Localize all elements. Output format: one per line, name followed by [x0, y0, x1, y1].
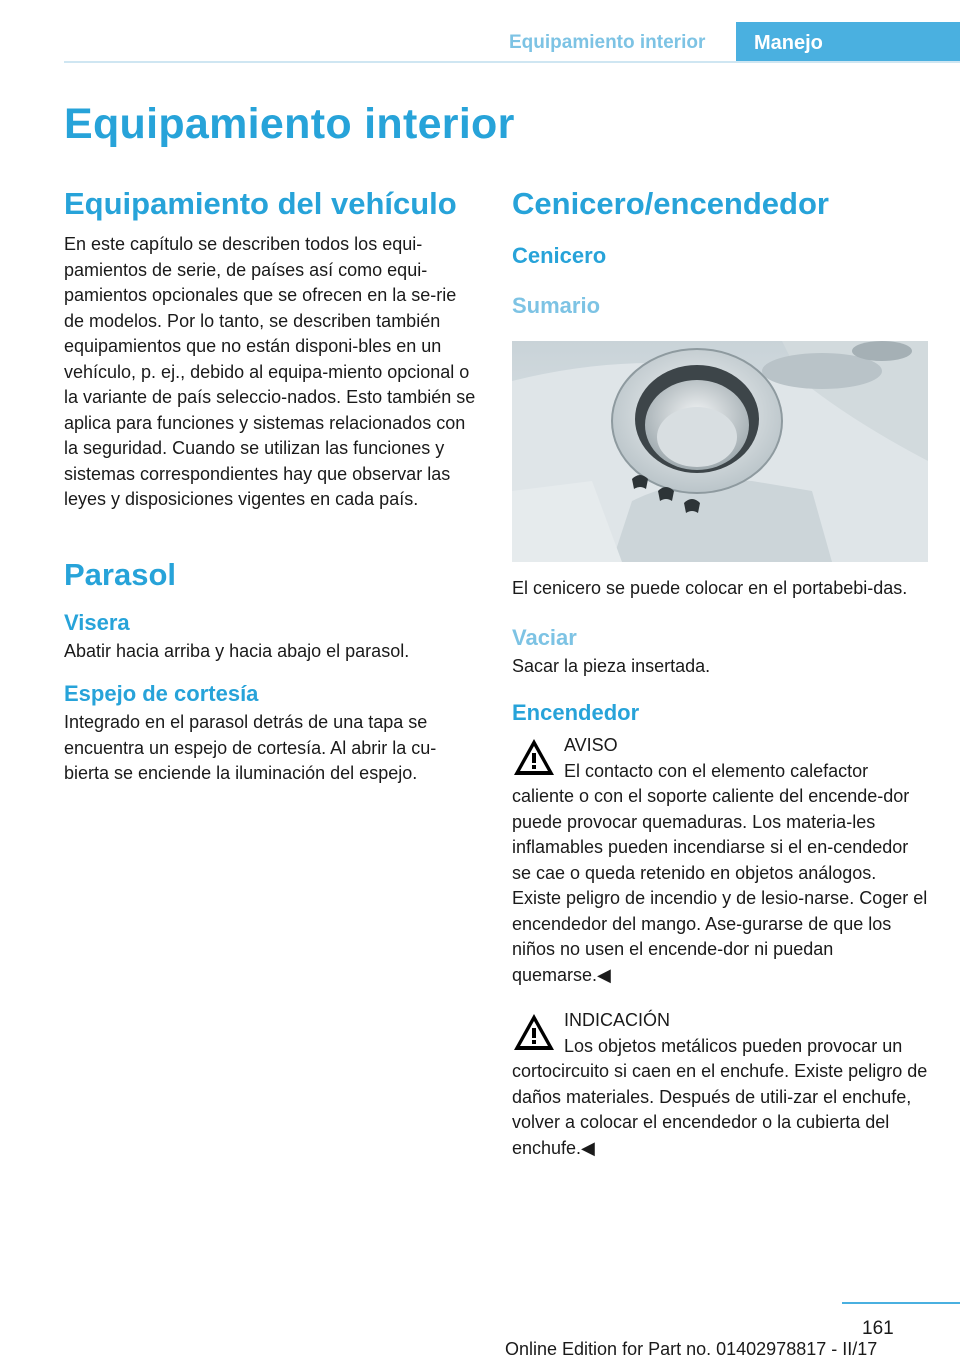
footer-edition: Online Edition for Part no. 01402978817 - II/17 [505, 1339, 878, 1359]
header-chapter-tab: Manejo [736, 22, 960, 62]
right-column [512, 186, 928, 1161]
heading-vaciar: Vaciar [512, 624, 577, 650]
paragraph-visera: Abatir hacia arriba y hacia abajo el parasol. [64, 640, 410, 661]
heading-visera: Visera [64, 609, 130, 635]
heading-sumario: Sumario [512, 293, 601, 318]
page-number: 161 [862, 1318, 894, 1339]
warning-aviso-title: AVISO [564, 735, 618, 755]
left-column [64, 186, 480, 787]
heading-cenicero: Cenicero [512, 243, 607, 268]
warning-triangle-icon [512, 737, 556, 777]
warning-indicacion-text: Los objetos metálicos pueden provocar un cortocircuito si caen en el enchufe. Existe peligro de daños materiales. Después de utili-zar el enchufe, volver a colocar el encendedor o la cubierta del enchufe.◀ [512, 1035, 928, 1158]
heading-encendedor: Encendedor [512, 700, 640, 725]
heading-equipamiento-vehiculo: Equipamiento del vehículo [64, 186, 457, 221]
header-section-title: Equipamiento interior [509, 32, 706, 53]
paragraph-sumario: El cenicero se puede colocar en el portabebi-das. [512, 578, 908, 598]
page-title: Equipamiento interior [64, 100, 515, 148]
paragraph-vaciar: Sacar la pieza insertada. [512, 655, 711, 676]
paragraph-equipamiento: En este capítulo se describen todos los equi-pamientos de serie, de países así como equi-pamientos opcionales que se ofrecen en la se-rie de modelos. Por lo tanto, se describen también equipamientos que no están disponi-bles en un vehículo, p. ej., debido al equipa-miento opcional o la variante de país seleccio-nados. Esto también se aplica para funciones y sistemas relacionados con la seguridad. Cuando se utilizan las funciones y sistemas correspondientes hay que observar las leyes y disposiciones vigentes en cada país. [64, 234, 476, 509]
heading-cenicero-encendedor: Cenicero/encendedor [512, 186, 829, 221]
footer-rule [842, 1302, 960, 1304]
ashtray-photo [512, 341, 928, 562]
warning-aviso [512, 733, 928, 988]
paragraph-espejo: Integrado en el parasol detrás de una tapa se encuentra un espejo de cortesía. Al abrir la cu-bierta se enciende la iluminación del espejo. [64, 712, 437, 783]
warning-indicacion-title: INDICACIÓN [564, 1010, 671, 1030]
warning-triangle-icon [512, 1012, 556, 1052]
header-rule [64, 61, 960, 63]
heading-parasol: Parasol [64, 556, 177, 592]
warning-aviso-text: El contacto con el elemento calefactor caliente o con el soporte caliente del encende-dor puede provocar quemaduras. Los materia-les inflamables pueden incendiarse si el en-cendedor se cae o queda retenido en objetos análogos. Existe peligro de incendio y de lesio-narse. Coger el encendedor del mango. Ase-gurarse de que los niños no usen el encende-dor ni puedan quemarse.◀ [512, 760, 928, 985]
warning-indicacion [512, 1008, 928, 1161]
heading-espejo: Espejo de cortesía [64, 681, 259, 706]
